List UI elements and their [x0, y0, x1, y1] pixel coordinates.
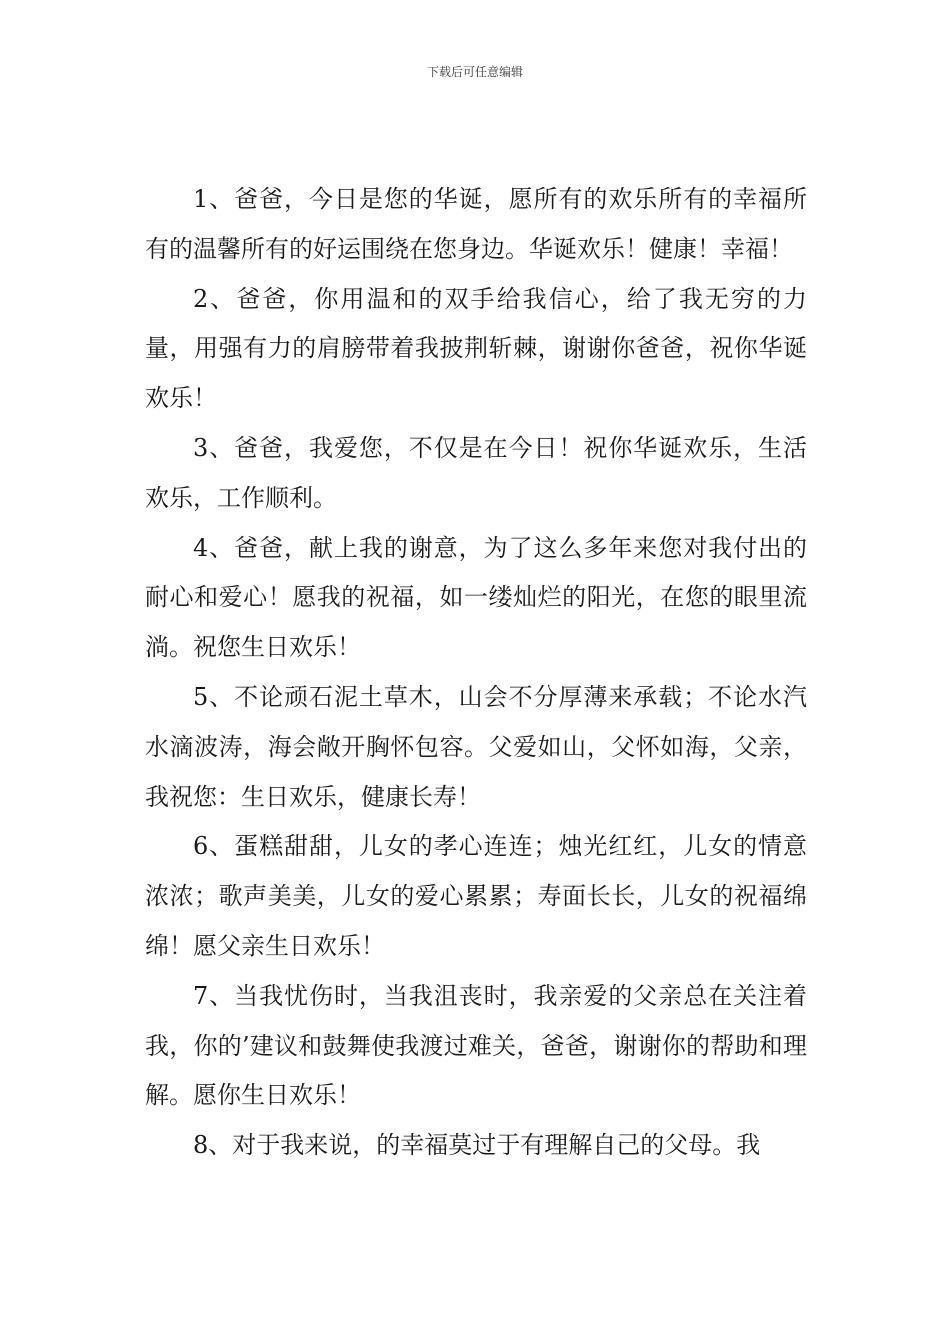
document-body	[145, 175, 807, 1171]
paragraph-1: 1、爸爸，今日是您的华诞，愿所有的欢乐所有的幸福所有的温馨所有的好运围绕在您身边。华诞欢乐！健康！幸福！	[145, 185, 807, 263]
paragraph-3: 3、爸爸，我爱您，不仅是在今日！祝你华诞欢乐，生活欢乐，工作顺利。	[145, 433, 807, 512]
paragraph-2: 2、爸爸，你用温和的双手给我信心，给了我无穷的力量，用强有力的肩膀带着我披荆斩棘，谢谢你爸爸，祝你华诞欢乐！	[145, 284, 807, 413]
page-header: 下载后可任意编辑	[426, 65, 523, 79]
paragraph-4: 4、爸爸，献上我的谢意，为了这么多年来您对我付出的耐心和爱心！愿我的祝福，如一缕灿烂的阳光，在您的眼里流淌。祝您生日欢乐！	[145, 533, 807, 662]
paragraph-8: 8、对于我来说，的幸福莫过于有理解自己的父母。我	[193, 1131, 761, 1160]
paragraph-6: 6、蛋糕甜甜，儿女的孝心连连；烛光红红，儿女的情意浓浓；歌声美美，儿女的爱心累累；寿面长长，儿女的祝福绵绵！愿父亲生日欢乐！	[145, 832, 807, 960]
paragraph-7: 7、当我忧伤时，当我沮丧时，我亲爱的父亲总在关注着我，你的’建议和鼓舞使我渡过难关，爸爸，谢谢你的帮助和理解。愿你生日欢乐！	[145, 981, 807, 1110]
paragraph-5: 5、不论顽石泥土草木，山会不分厚薄来承载；不论水汽水滴波涛，海会敞开胸怀包容。父爱如山，父怀如海，父亲，我祝您：生日欢乐，健康长寿！	[145, 682, 807, 811]
